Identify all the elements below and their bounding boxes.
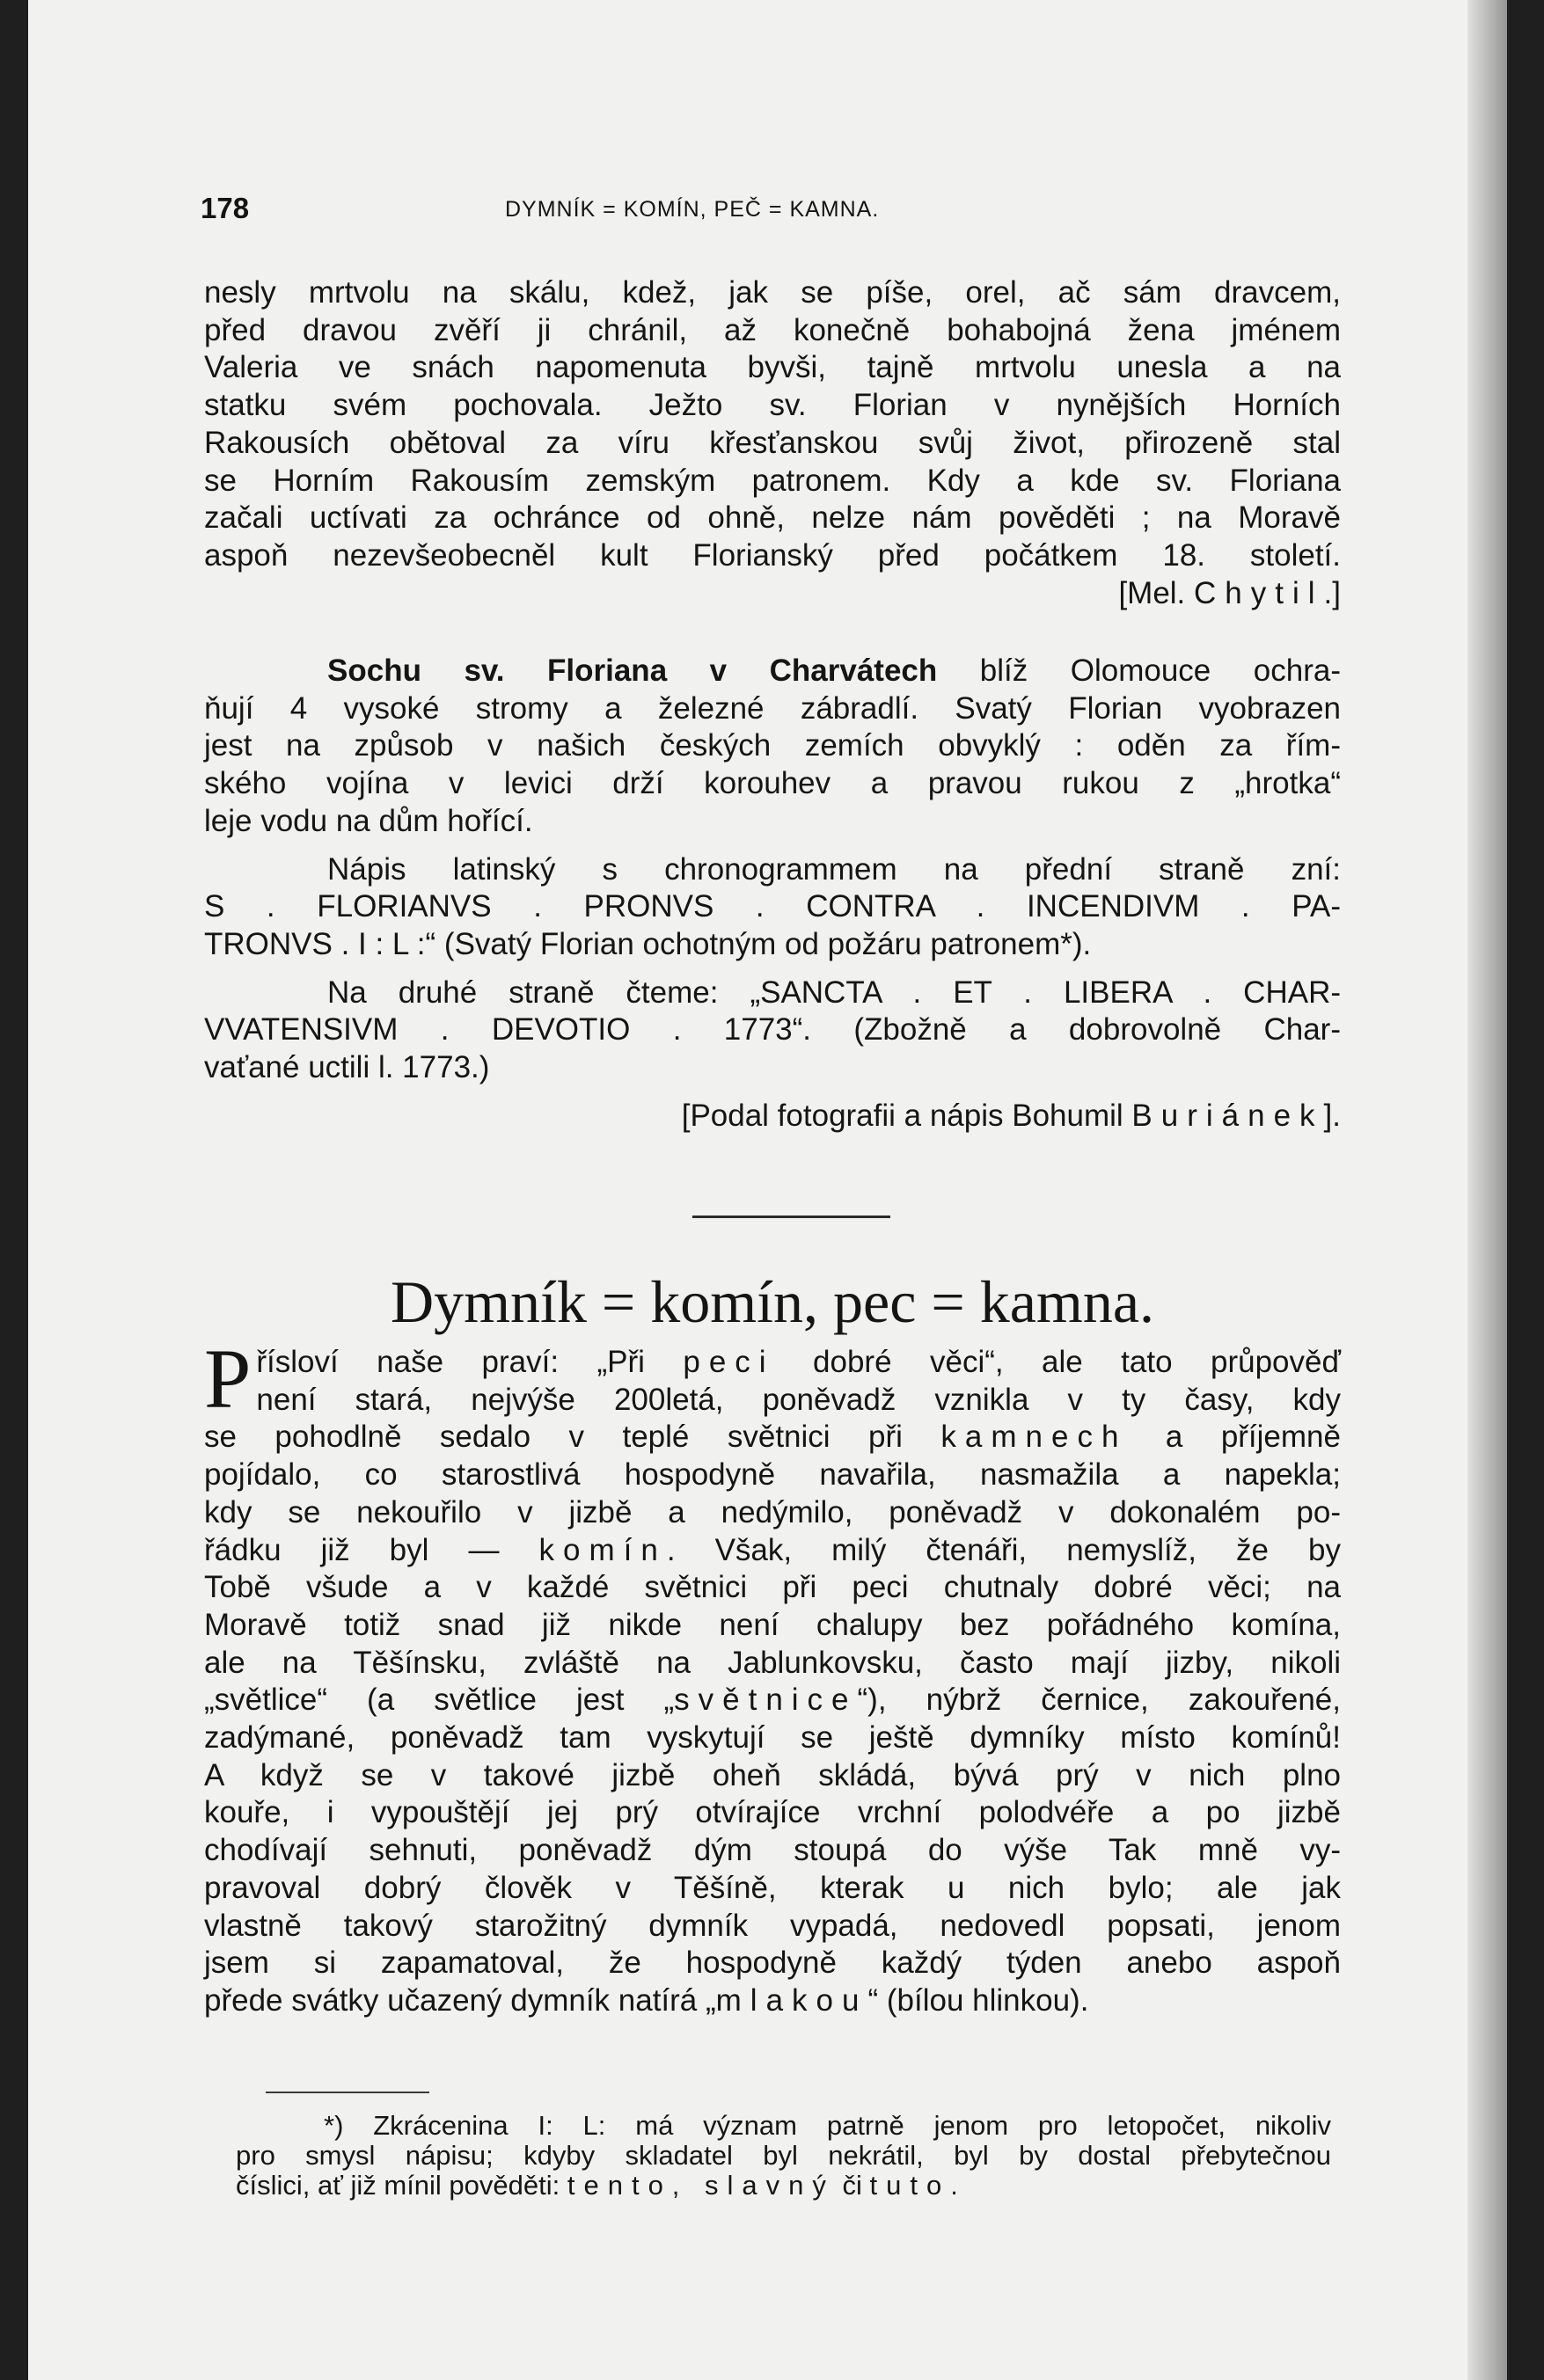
spaced-word: kamnech: [940, 1420, 1128, 1455]
text-run: a příjemně: [1127, 1420, 1341, 1455]
signature-name: Chytil: [1194, 575, 1324, 610]
text-line: Tobě všude a v každé světnici při peci chutnaly dobré věci; na: [204, 1570, 1341, 1605]
spaced-word: světnice: [674, 1683, 858, 1718]
text-run: “), nýbrž černice, zakouřené,: [857, 1683, 1341, 1718]
spaced-word: peci: [683, 1345, 775, 1379]
page-header: [28, 192, 1507, 236]
spaced-word: komín: [538, 1532, 667, 1567]
text-line: zadýmané, poněvadž tam vyskytují se ještě dymníky místo komínů!: [204, 1720, 1341, 1756]
text-line: pravoval dobrý člověk v Těšíně, kterak u nich bylo; ale jak: [204, 1870, 1341, 1905]
author-signature: [204, 575, 1341, 613]
text-run: řádku již byl —: [204, 1532, 539, 1567]
text-line: Valeria ve snách napomenuta byvši, tajně mrtvolu unesla a na: [204, 350, 1341, 385]
spaced-word: mlakou: [715, 1982, 868, 2018]
text-run: přede svátky učazený dymník natírá „: [204, 1982, 716, 2018]
text-line: Nápis latinský s chronogrammem na přední straně zní:: [327, 851, 1341, 887]
text-run: “ (bílou hlinkou).: [867, 1982, 1089, 2018]
text-run: řísloví naše praví: „Při: [256, 1345, 684, 1379]
text-line: se Horním Rakousím zemským patronem. Kdy a kde sv. Floriana: [204, 463, 1341, 498]
page-edge-shadow: [1467, 0, 1507, 2380]
text-line: [204, 1419, 1341, 1456]
footnote-line: [236, 2171, 1331, 2201]
text-line: začali uctívati za ochránce od ohně, nelze nám pověděti ; na Moravě: [204, 500, 1341, 536]
text-line: Na druhé straně čteme: „SANCTA . ET . LIBERA . CHAR-: [327, 975, 1341, 1010]
text-line: aspoň nezevšeobecněl kult Florianský před počátkem 18. století.: [204, 537, 1341, 573]
text-line: Rakousích obětoval za víru křesťanskou svůj život, přirozeně stal: [204, 425, 1341, 460]
text-line: [204, 1682, 1341, 1719]
text-line: pojídalo, co starostlivá hospodyně navařila, nasmažila a napekla;: [204, 1457, 1341, 1493]
text-line: statku svém pochovala. Ježto sv. Florian v nynějších Horních: [204, 388, 1341, 423]
text-line: leje vodu na dům hořící.: [204, 803, 533, 838]
running-title: DYMNÍK = KOMÍN, PEČ = KAMNA.: [505, 197, 880, 222]
text-line: [204, 1982, 1341, 2020]
text-line-rest: blíž Olomouce ochra-: [937, 653, 1341, 688]
text-line: ňují 4 vysoké stromy a železné zábradlí. Svatý Florian vyobrazen: [204, 690, 1341, 726]
section-divider: [692, 1216, 890, 1218]
text-run: dobré věci“, ale tato průpověď: [774, 1345, 1341, 1379]
text-run: .: [950, 2170, 958, 2201]
footnote: [236, 2111, 1331, 2201]
text-line: jest na způsob v našich českých zemích obvyklý : oděn za řím-: [204, 728, 1341, 763]
article-title: Dymník = komín, pec = kamna.: [391, 1268, 1154, 1335]
text-run: číslici, ať již mínil pověděti:: [236, 2170, 567, 2201]
text-line: nesly mrtvolu na skálu, kdež, jak se píše, orel, ač sám dravcem,: [204, 275, 1341, 310]
credit-suffix: ].: [1323, 1098, 1341, 1133]
signature-prefix: [Mel.: [1118, 575, 1195, 610]
text-line: [204, 1532, 1341, 1570]
text-line: S . FLORIANVS . PRONVS . CONTRA . INCENDIVM . PA-: [204, 889, 1341, 924]
statue-heading: Sochu sv. Floriana v Charvátech: [327, 653, 938, 688]
credit-prefix: [Podal fotografii a nápis Bohumil: [681, 1098, 1132, 1133]
photo-credit: [204, 1098, 1341, 1135]
text-line: není stará, nejvýše 200letá, poněvadž vznikla v ty časy, kdy: [256, 1382, 1341, 1417]
text-line: vlastně takový starožitný dymník vypadá, nedovedl popsati, jenom: [204, 1908, 1341, 1943]
article-body: [204, 1332, 1342, 2020]
footnote-line: pro smysl nápisu; kdyby skladatel byl nekrátil, byl by dostal přebytečnou: [236, 2140, 1331, 2171]
text-run: „světlice“ (a světlice jest „: [204, 1683, 675, 1718]
signature-suffix: .]: [1323, 575, 1341, 610]
text-line: TRONVS . I : L :“ (Svatý Florian ochotným od požáru patronem*).: [204, 926, 1092, 961]
text-run: se pohodlně sedalo v teplé světnici při: [204, 1420, 941, 1455]
spaced-word: tento, slavný: [567, 2170, 835, 2201]
spaced-word: tuto: [869, 2170, 951, 2201]
text-line: VVATENSIVM . DEVOTIO . 1773“. (Zbožně a dobrovolně Char-: [204, 1012, 1341, 1048]
drop-cap: P: [204, 1332, 252, 1426]
text-line: před dravou zvěří ji chránil, až konečně bohabojná žena jménem: [204, 312, 1341, 347]
text-line: kdy se nekouřilo v jizbě a nedýmilo, poněvadž v dokonalém po-: [204, 1494, 1341, 1529]
page-number: 178: [201, 192, 250, 224]
footnote-divider: [266, 2092, 429, 2093]
text-line: ského vojína v levici drží korouhev a pravou rukou z „hrotka“: [204, 766, 1341, 801]
credit-name: Buriánek: [1131, 1098, 1324, 1133]
text-run: či: [834, 2170, 870, 2201]
book-page: [28, 0, 1507, 2380]
footnote-line: *) Zkrácenina I: L: má význam patrně jenom pro letopočet, nikoliv: [324, 2110, 1331, 2141]
text-line: ale na Těšínsku, zvláště na Jablunkovsku, často mají jizby, nikoli: [204, 1645, 1341, 1680]
text-line: jsem si zapamatoval, že hospodyně každý týden anebo aspoň: [204, 1946, 1341, 1981]
text-line: A když se v takové jizbě oheň skládá, bývá prý v nich plno: [204, 1757, 1341, 1792]
text-line: chodívají sehnuti, poněvadž dým stoupá do výše Tak mně vy-: [204, 1833, 1341, 1868]
statue-section: [204, 653, 1341, 1135]
first-section: [204, 274, 1341, 612]
text-run: . Však, milý čtenáři, nemyslíž, že by: [666, 1532, 1342, 1567]
text-line: kouře, i vypouštějí jej prý otvírajíce vrchní polodvéře a po jizbě: [204, 1795, 1341, 1830]
text-line: vaťané uctili l. 1773.): [204, 1050, 490, 1085]
text-line: [204, 653, 1341, 690]
text-line: Moravě totiž snad již nikde není chalupy bez pořádného komína,: [204, 1607, 1341, 1642]
text-line: [204, 1344, 1341, 1382]
